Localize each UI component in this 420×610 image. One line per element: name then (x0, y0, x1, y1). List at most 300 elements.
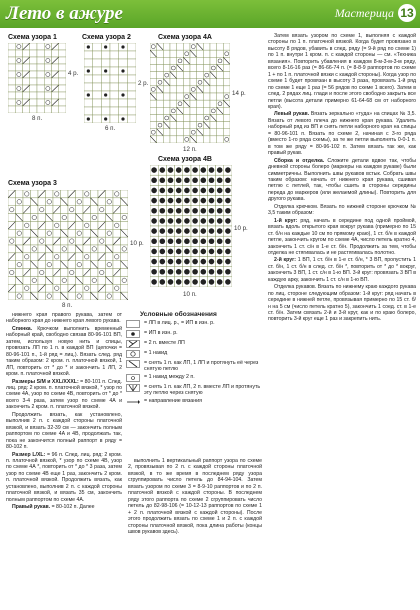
chart-cell (157, 136, 164, 143)
chart-cell (8, 229, 16, 237)
chart-cell (177, 43, 184, 50)
chart-cell (190, 122, 197, 129)
chart-cell (197, 107, 204, 114)
chart-cell (68, 206, 76, 214)
chart-cell (59, 106, 66, 113)
text-lead: Левый рукав. (274, 111, 310, 118)
chart1-label: Схема узора 1 (8, 34, 57, 41)
chart-cell (163, 64, 170, 71)
chart-cell (61, 221, 69, 229)
chart-mark (201, 238, 207, 244)
chart-mark (151, 269, 157, 275)
chart-mark (104, 93, 107, 96)
chart-mark (192, 177, 198, 183)
chart-cell (23, 64, 30, 71)
chart-cell (93, 43, 102, 51)
chart-cell (183, 122, 190, 129)
chart-mark (209, 249, 215, 255)
text-paragraph (268, 218, 416, 257)
chart-cell (37, 92, 44, 99)
chart-cell (37, 78, 44, 85)
chart-mark (217, 177, 223, 183)
chart-cell (15, 64, 22, 71)
chart-cell (93, 83, 102, 91)
chart-cell (157, 57, 164, 64)
chart-cell (203, 129, 210, 136)
chart-cell (177, 100, 184, 107)
chart-cell (83, 261, 91, 269)
chart-mark (168, 198, 174, 204)
left-column-text (6, 312, 122, 512)
chart-mark (184, 279, 190, 285)
page-number: 13 (398, 4, 416, 22)
chart-mark (184, 218, 190, 224)
chart-cell (190, 64, 197, 71)
chart-cell (113, 221, 121, 229)
chart-cell (113, 284, 121, 292)
chart-mark (225, 269, 231, 275)
chart-mark (184, 249, 190, 255)
chart-mark (217, 228, 223, 234)
chart-cell (15, 78, 22, 85)
chart-cell (38, 261, 46, 269)
chart-cell (177, 86, 184, 93)
chart-cell (121, 253, 129, 261)
chart-cell (76, 190, 84, 198)
chart-cell (190, 107, 197, 114)
chart-cell (83, 253, 91, 261)
chart-cell (183, 93, 190, 100)
chart-cell (38, 214, 46, 222)
chart-mark (192, 198, 198, 204)
chart-mark (201, 177, 207, 183)
chart-cell (46, 221, 54, 229)
chart-cell (93, 67, 102, 75)
chart-cell (223, 86, 230, 93)
legend-text: = ЛП в лиц. р., = ИП в изн. р. (144, 320, 215, 326)
chart-3 (8, 190, 128, 300)
chart-mark (192, 259, 198, 265)
chart-cell (223, 136, 230, 143)
chart-cell (113, 198, 121, 206)
chart-cell (217, 86, 224, 93)
chart-mark (87, 45, 90, 48)
text-paragraph: Продолжить вязать, как установлено, выполнив 2 п. с каждой стороны платочной вязкой, и вязать 32-39 см — закончить полным раппортом по схеме 4A и 4B, продолжать так, пока не закончится полный раппорт в ряду = 80-102 п. (6, 411, 122, 451)
chart-cell (210, 93, 217, 100)
chart-cell (59, 57, 66, 64)
chart-mark (151, 238, 157, 244)
chart-mark (192, 208, 198, 214)
chart-cell (76, 229, 84, 237)
chart-cell (83, 292, 91, 300)
chart-cell (38, 229, 46, 237)
chart-cell (8, 57, 15, 64)
chart-cell (119, 75, 128, 83)
chart-cell (163, 129, 170, 136)
chart-cell (23, 261, 31, 269)
text-paragraph: нижнего края правого рукава, затем от наборного края до нижнего края левого рукава. (6, 312, 122, 325)
chart-cell (16, 229, 24, 237)
chart-cell (93, 99, 102, 107)
chart-cell (31, 214, 39, 222)
chart-cell (93, 91, 102, 99)
chart-cell (8, 85, 15, 92)
chart-cell (177, 122, 184, 129)
chart-mark (151, 228, 157, 234)
chart1-width: 8 п. (32, 115, 43, 122)
text-lead: Размеры S/M и XXL/XXXL: (12, 378, 79, 385)
chart-cell (31, 253, 39, 261)
chart-mark (176, 167, 182, 173)
legend-symbol-three-icon (126, 384, 140, 392)
chart-mark (217, 218, 223, 224)
text-body: = 80-102 п. Далее (50, 504, 95, 511)
chart-cell (197, 114, 204, 121)
chart-cell (59, 71, 66, 78)
legend-item (126, 330, 264, 338)
chart-mark (176, 249, 182, 255)
chart-cell (91, 284, 99, 292)
chart-cell (91, 245, 99, 253)
chart-cell (23, 214, 31, 222)
legend-symbol-two-icon (126, 340, 140, 348)
chart-cell (93, 75, 102, 83)
chart-cell (170, 57, 177, 64)
chart-cell (150, 43, 157, 50)
chart-mark (184, 238, 190, 244)
chart-cell (15, 106, 22, 113)
chart-cell (106, 198, 114, 206)
chart-cell (59, 92, 66, 99)
chart-mark (160, 167, 166, 173)
chart-cell (163, 50, 170, 57)
chart-cell (46, 190, 54, 198)
chart-cell (203, 43, 210, 50)
chart-cell (30, 71, 37, 78)
chart-cell (190, 86, 197, 93)
chart-cell (203, 107, 210, 114)
chart-mark (104, 45, 107, 48)
chart-cell (38, 198, 46, 206)
chart-cell (8, 276, 16, 284)
chart-cell (197, 57, 204, 64)
chart-cell (15, 57, 22, 64)
chart-cell (61, 237, 69, 245)
chart-cell (163, 72, 170, 79)
chart-cell (23, 245, 31, 253)
chart-cell (23, 229, 31, 237)
legend-symbol-yo-icon (126, 350, 140, 358)
section-title: Лето в ажуре (6, 3, 123, 24)
chart-cell (91, 276, 99, 284)
chart-cell (127, 51, 136, 59)
chart-cell (101, 107, 110, 115)
chart-cell (110, 67, 119, 75)
chart-cell (83, 190, 91, 198)
magazine-name: Мастерица (334, 6, 394, 20)
text-paragraph: Отделка рукавов. Вязать по нижнему краю каждого рукава по лиц. стороне следующим образом: 1-й круг: ряд начать в середине в нижней петле, провязывая примерно по 15 ст. б/н на 5 см (число петель кратно 5), закончить 1 соед. ст. в 1-е ст. б/н. Затем связать 2-й и 3-й круг, как и по краю болеро, повторить 3-й круг еще 1 раз и закрепить нить. (268, 284, 416, 323)
text-paragraph (6, 379, 122, 411)
legend-text: = 1 накид между 2 п. (144, 374, 195, 380)
chart-cell (113, 214, 121, 222)
chart-mark (225, 238, 231, 244)
chart-cell (23, 284, 31, 292)
chart-cell (113, 276, 121, 284)
chart-cell (83, 276, 91, 284)
chart-cell (190, 79, 197, 86)
chart-cell (98, 269, 106, 277)
chart-mark (168, 218, 174, 224)
chart-cell (93, 115, 102, 123)
chart-cell (217, 129, 224, 136)
chart-cell (190, 129, 197, 136)
chart-cell (59, 43, 66, 50)
legend-item (126, 340, 264, 348)
chart-cell (98, 229, 106, 237)
chart-cell (190, 72, 197, 79)
chart-cell (106, 269, 114, 277)
chart-cell (163, 86, 170, 93)
chart-cell (30, 106, 37, 113)
chart-cell (150, 86, 157, 93)
chart-cell (197, 50, 204, 57)
chart-cell (101, 75, 110, 83)
chart-cell (217, 57, 224, 64)
chart-cell (23, 106, 30, 113)
chart-cell (98, 237, 106, 245)
chart-cell (177, 136, 184, 143)
chart-mark (192, 167, 198, 173)
chart-cell (127, 43, 136, 51)
chart-cell (113, 229, 121, 237)
chart-cell (37, 71, 44, 78)
chart-cell (37, 64, 44, 71)
chart-cell (106, 221, 114, 229)
legend-item (126, 384, 264, 396)
legend-text: = снять 1 п. как ЛП, 2 п. вместе ЛП и протянуть эту петлю через снятую (144, 384, 261, 396)
chart-mark (168, 259, 174, 265)
right-column-text (268, 33, 416, 324)
text-paragraph (268, 111, 416, 156)
chart-cell (101, 59, 110, 67)
chart-cell (61, 253, 69, 261)
chart-cell (52, 50, 59, 57)
chart-1 (8, 43, 66, 113)
chart-cell (106, 206, 114, 214)
chart-cell (177, 50, 184, 57)
chart-cell (16, 221, 24, 229)
text-body: 1 ВП, 1 ст. б/н в 1-е ст. б/н, * 3 ВП, пропустить 1 ст. б/н, 1 ст. б/н в след. ст. б/н *, повторить от * до * вокруг, закончить 3 ВП, 1 ст. с/н в 1-ю ВП. 3-й круг: провязать 3 ВП в каждую арку, закончить 1 ст. с/н в 1-ю ВП. (268, 257, 416, 283)
chart-cell (170, 43, 177, 50)
chart-mark (176, 198, 182, 204)
chart-mark (184, 269, 190, 275)
chart-cell (197, 72, 204, 79)
text-body: ряд, начать в середине под одной проймой, вязать вдоль открытого края вокруг рукава (примерно по 15 ст. б/н на каждые 10 см по прямому краю), 1 ст. б/н в каждой петле, закончить кругом по схеме 4A, число петель кратно 4, закончить 1 ст. с/н в 1-е ст. б/н. Продолжить за тем, чтобы отделка не стягивалась и не растягивалась полотно. (268, 217, 416, 256)
chart-cell (30, 78, 37, 85)
chart-cell (113, 253, 121, 261)
chart-cell (84, 107, 93, 115)
chart-cell (163, 136, 170, 143)
chart-mark (209, 188, 215, 194)
chart-cell (76, 284, 84, 292)
chart-cell (223, 43, 230, 50)
chart-cell (203, 64, 210, 71)
page-header (0, 0, 420, 28)
chart-mark (160, 208, 166, 214)
chart-mark (225, 177, 231, 183)
chart-cell (83, 229, 91, 237)
chart-cell (177, 79, 184, 86)
chart-cell (8, 214, 16, 222)
chart-cell (170, 122, 177, 129)
chart-cell (101, 83, 110, 91)
chart-cell (84, 75, 93, 83)
chart-cell (31, 190, 39, 198)
chart-cell (76, 253, 84, 261)
chart-cell (59, 64, 66, 71)
chart-cell (61, 284, 69, 292)
chart4a-height: 14 р. (232, 90, 246, 97)
chart-cell (157, 72, 164, 79)
chart-cell (127, 59, 136, 67)
chart-mark (209, 198, 215, 204)
chart-mark (121, 45, 124, 48)
chart-cell (150, 107, 157, 114)
chart-mark (225, 167, 231, 173)
legend-symbol-dot-icon (126, 330, 140, 338)
chart-cell (157, 79, 164, 86)
chart-cell (163, 100, 170, 107)
chart-cell (197, 93, 204, 100)
chart-cell (30, 57, 37, 64)
chart-cell (98, 206, 106, 214)
chart-cell (76, 237, 84, 245)
chart-cell (76, 261, 84, 269)
chart-mark (87, 117, 90, 120)
chart-mark (151, 218, 157, 224)
chart-mark (160, 259, 166, 265)
chart-cell (8, 71, 15, 78)
chart-cell (157, 50, 164, 57)
chart-cell (16, 261, 24, 269)
chart-cell (44, 92, 51, 99)
text-body: Крючком выполнить временный наборный край, свободно связав 80-96-101 ВП, затем, используя новую нить и спицы, провязать ЛП по 1 п. в каждой ВП (цепочки = 80-96-101 п., 1-й ряд = лиц.). Вязать след. ряд таким образом: 2 кром. п. платочной вязкой, 1 ЛП, повторить от * до * и закончить 1 ЛП, 2 кром. п. платочной вязкой. (6, 325, 122, 378)
chart-cell (210, 50, 217, 57)
chart-mark (192, 188, 198, 194)
chart-cell (93, 59, 102, 67)
chart-cell (110, 83, 119, 91)
chart-cell (121, 206, 129, 214)
chart-cell (217, 50, 224, 57)
chart-cell (127, 83, 136, 91)
chart-cell (223, 107, 230, 114)
chart-4a (150, 43, 230, 143)
chart-cell (46, 237, 54, 245)
text-body: Вязать зеркально «туда» на спицах № 3,5. Вязать от левого плеча до нижнего края рукава. Удалить наборный ряд из ВП и снять петли наборного края на спицы = 80-96-101 п. Вязать по схеме 2, начиная с 3-го ряда (вместо 1-го ряда схемы), за те же петли выполнять 0-0-1 п. в том же ряду = 80-96-102 п. Затем вязать так же, как правый рукав. (268, 111, 416, 157)
chart-cell (177, 72, 184, 79)
chart-cell (217, 93, 224, 100)
chart-cell (163, 93, 170, 100)
chart3-height: 10 р. (130, 240, 144, 247)
chart-cell (163, 107, 170, 114)
chart-cell (61, 276, 69, 284)
text-lead: Правый рукав. (12, 504, 51, 511)
chart-cell (44, 64, 51, 71)
chart-cell (98, 261, 106, 269)
chart-cell (37, 57, 44, 64)
chart-mark (151, 249, 157, 255)
chart-cell (68, 245, 76, 253)
chart-cell (53, 229, 61, 237)
chart-cell (190, 100, 197, 107)
chart-cell (210, 122, 217, 129)
chart-cell (16, 269, 24, 277)
chart-mark (192, 238, 198, 244)
chart-cell (93, 51, 102, 59)
chart-cell (8, 269, 16, 277)
chart-cell (203, 136, 210, 143)
chart-cell (119, 83, 128, 91)
chart-mark (184, 177, 190, 183)
text-paragraph (6, 452, 122, 504)
chart-cell (84, 83, 93, 91)
legend-item (126, 398, 264, 406)
chart-cell (210, 100, 217, 107)
chart-cell (203, 100, 210, 107)
chart-cell (98, 198, 106, 206)
chart-cell (23, 253, 31, 261)
chart-mark (168, 208, 174, 214)
chart-cell (61, 269, 69, 277)
chart-cell (170, 136, 177, 143)
chart-cell (170, 129, 177, 136)
chart-mark (184, 198, 190, 204)
chart-mark (217, 198, 223, 204)
chart-mark (225, 279, 231, 285)
text-lead: Сборка и отделка. (274, 157, 325, 164)
chart-cell (223, 79, 230, 86)
chart-mark (209, 269, 215, 275)
chart-cell (177, 114, 184, 121)
chart-mark (184, 259, 190, 265)
middle-column-text (128, 458, 262, 536)
chart-cell (61, 214, 69, 222)
chart-cell (217, 43, 224, 50)
chart-cell (76, 198, 84, 206)
chart-cell (223, 114, 230, 121)
chart-cell (170, 107, 177, 114)
chart-cell (38, 292, 46, 300)
chart-cell (197, 64, 204, 71)
chart-cell (203, 86, 210, 93)
legend-symbol-slant-icon (126, 360, 140, 368)
legend-text: = снять 1 п. как ЛП, 1 ЛП и протянуть её через снятую петлю (144, 360, 259, 372)
chart-mark (104, 117, 107, 120)
chart-cell (15, 92, 22, 99)
chart-cell (68, 292, 76, 300)
chart-cell (121, 245, 129, 253)
chart4b-width: 10 п. (183, 291, 197, 298)
legend-text: = 1 накид (144, 350, 168, 356)
chart-cell (8, 292, 16, 300)
chart-cell (83, 245, 91, 253)
chart-cell (217, 136, 224, 143)
chart-cell (91, 269, 99, 277)
chart-cell (68, 276, 76, 284)
chart4a-width: 12 п. (183, 146, 197, 153)
chart-cell (15, 85, 22, 92)
chart-cell (37, 99, 44, 106)
